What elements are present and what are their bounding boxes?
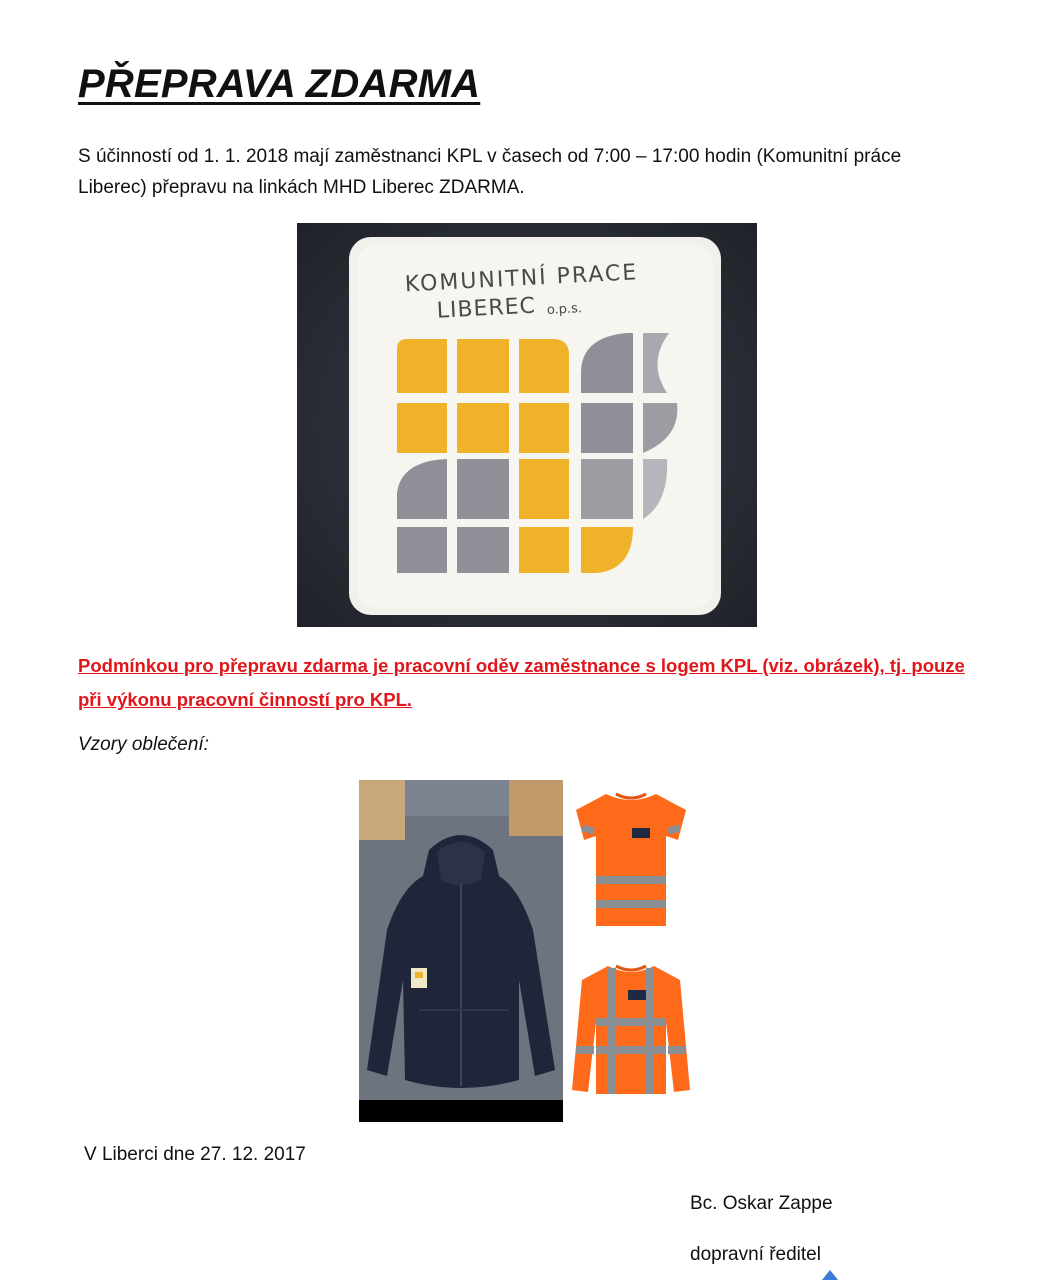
scroll-up-icon[interactable] — [822, 1270, 838, 1280]
patch-text-suffix: o.p.s. — [546, 301, 583, 318]
condition-line-1: Podmínkou pro přepravu zdarma je pracovní oděv zaměstnance s logem KPL (viz. obrázek), tj. pouze — [78, 655, 965, 676]
signature-role: dopravní ředitel — [690, 1244, 821, 1265]
patch-text-line1: KOMUNITNÍ PRACE — [404, 260, 639, 298]
signature-name: Bc. Oskar Zappe — [690, 1193, 833, 1214]
date-line: V Liberci dne 27. 12. 2017 — [84, 1144, 306, 1165]
samples-label: Vzory oblečení: — [78, 734, 209, 755]
intro-paragraph — [78, 141, 978, 203]
sweatshirt-icon — [572, 966, 690, 1094]
page-title: PŘEPRAVA ZDARMA — [78, 62, 481, 106]
condition-note — [78, 649, 998, 717]
intro-line-2: Liberec) přepravu na linkách MHD Liberec ZDARMA. — [78, 177, 525, 198]
jacket-photo — [359, 780, 563, 1122]
sweatshirt-photo — [568, 950, 694, 1110]
intro-line-1: S účinností od 1. 1. 2018 mají zaměstnanci KPL v časech od 7:00 – 17:00 hodin (Komunitní práce — [78, 146, 902, 167]
patch-text-line2: LIBEREC — [436, 293, 537, 324]
tshirt-photo — [568, 780, 694, 940]
condition-line-2: při výkonu pracovní činností pro KPL. — [78, 689, 413, 710]
logo-patch-photo — [297, 223, 757, 627]
